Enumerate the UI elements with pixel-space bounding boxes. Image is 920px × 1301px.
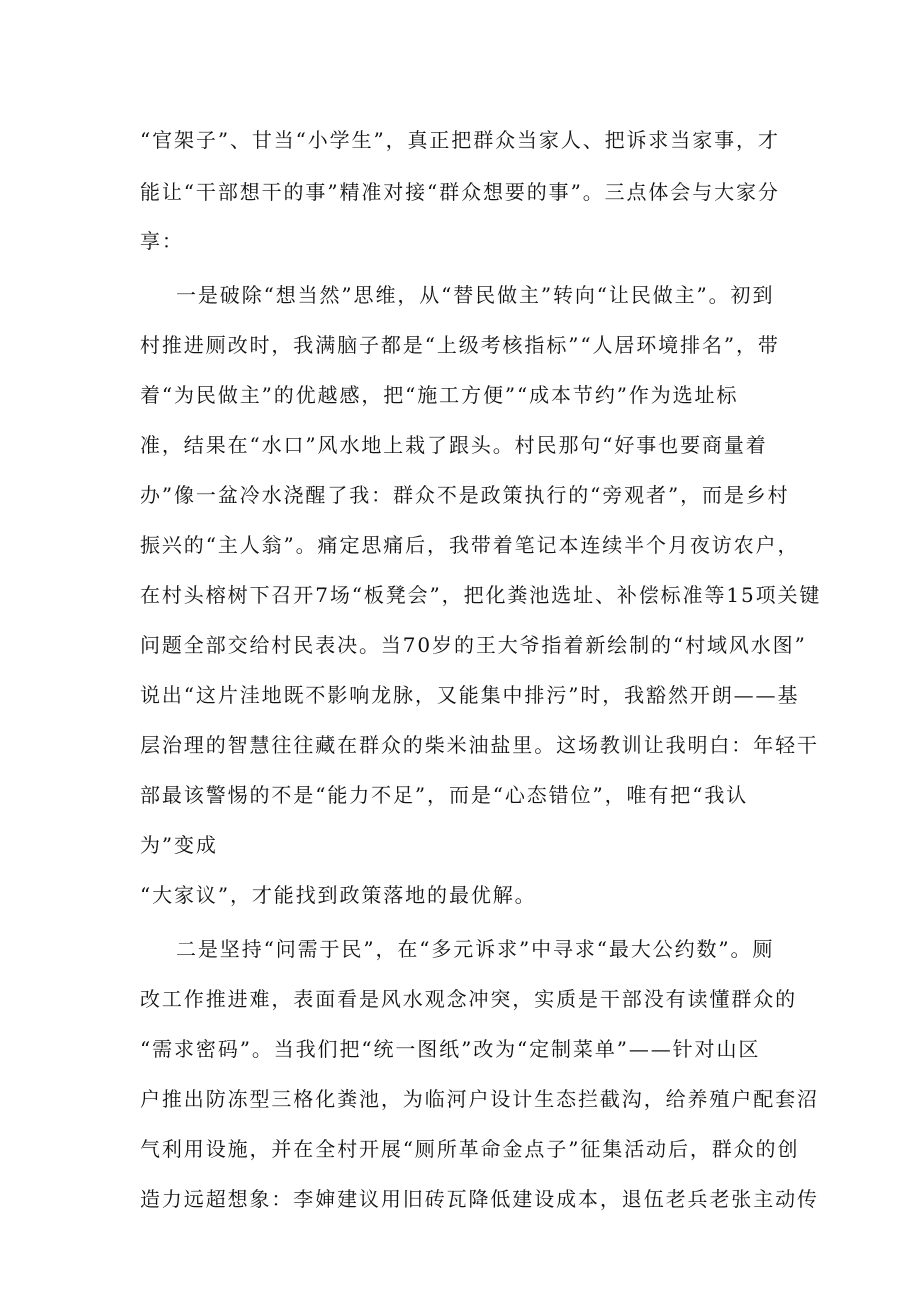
text-line-5: 村推进厕改时，我满脑子都是“上级考核指标”“人居环境排名”，带 (140, 333, 780, 357)
text-line-13: 层治理的智慧往往藏在群众的柴米油盐里。这场教训让我明白：年轻干 (140, 733, 819, 757)
text-line-2: 能让“干部想干的事”精准对接“群众想要的事”。三点体会与大家分 (140, 180, 780, 204)
text-line-1: “官架子”、甘当“小学生”，真正把群众当家人、把诉求当家事，才 (140, 128, 780, 152)
text-line-3: 享： (140, 229, 184, 253)
text-line-7: 准，结果在“水口”风水地上栽了跟头。村民那句“好事也要商量着 (140, 433, 768, 457)
text-line-6: 着“为民做主”的优越感，把“施工方便”“成本节约”作为选址标 (140, 383, 739, 407)
text-line-21: 气利用设施，并在全村开展“厕所革命金点子”征集活动后，群众的创 (140, 1137, 800, 1161)
text-line-9: 振兴的“主人翁”。痛定思痛后，我带着笔记本连续半个月夜访农户， (140, 533, 800, 557)
text-line-20: 户推出防冻型三格化粪池，为临河户设计生态拦截沟，给养殖户配套沼 (140, 1087, 819, 1111)
text-line-4: 一是破除“想当然”思维，从“替民做主”转向“让民做主”。初到 (176, 283, 775, 307)
text-line-11: 问题全部交给村民表决。当70岁的王大爷指着新绘制的“村域风水图” (140, 633, 807, 657)
text-line-16: “大家议”，才能找到政策落地的最优解。 (140, 883, 537, 907)
text-line-14: 部最该警惕的不是“能力不足”，而是“心态错位”，唯有把“我认 (140, 783, 749, 807)
text-line-15: 为”变成 (140, 833, 218, 857)
text-line-22: 造力远超想象：李婶建议用旧砖瓦降低建设成本，退伍老兵老张主动传 (140, 1187, 819, 1211)
text-line-17: 二是坚持“问需于民”，在“多元诉求”中寻求“最大公约数”。厕 (176, 937, 775, 961)
text-line-12: 说出“这片洼地既不影响龙脉，又能集中排污”时，我豁然开朗——基 (140, 683, 800, 707)
text-line-19: “需求密码”。当我们把“统一图纸”改为“定制菜单”——针对山区 (140, 1037, 761, 1061)
text-line-18: 改工作推进难，表面看是风水观念冲突，实质是干部没有读懂群众的 (140, 987, 797, 1011)
text-line-8: 办”像一盆冷水浇醒了我：群众不是政策执行的“旁观者”，而是乡村 (140, 483, 790, 507)
text-line-10: 在村头榕树下召开7场“板凳会”，把化粪池选址、补偿标准等15项关键 (140, 583, 822, 607)
